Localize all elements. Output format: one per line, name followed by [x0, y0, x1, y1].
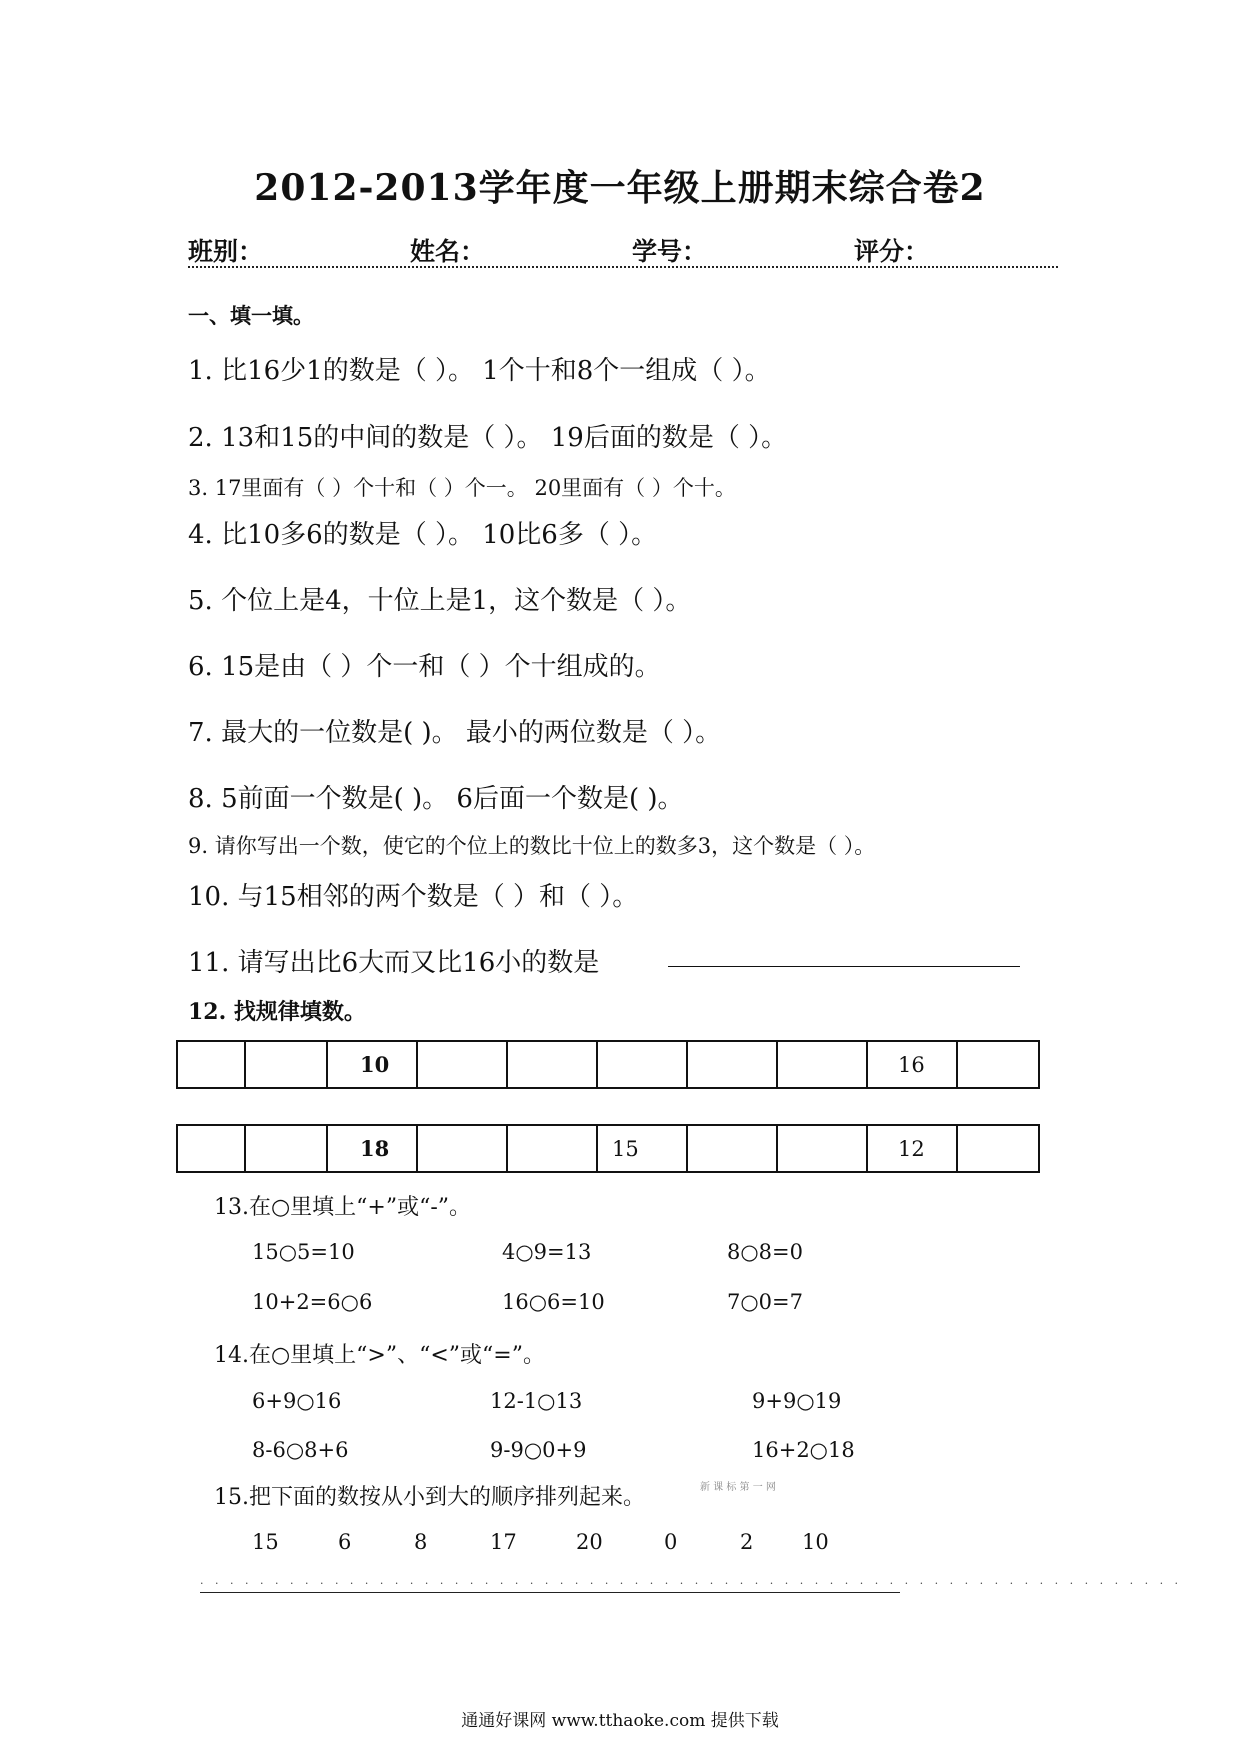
student-info-line — [188, 232, 1058, 268]
question-14-label: 14.在○里填上“>”、“<”或“=”。 — [214, 1343, 545, 1368]
number-item: 8 — [414, 1530, 428, 1554]
table-cell[interactable] — [177, 1125, 245, 1172]
question-13-label: 13.在○里填上“+”或“-”。 — [214, 1195, 472, 1220]
question-15-label: 15.把下面的数按从小到大的顺序排列起来。 — [214, 1485, 645, 1510]
number-item: 15 — [252, 1530, 279, 1554]
dotted-separator: . . . . . . . . . . . . . . . . . . . . . . . . . . . . . . . . . . . . . . . . . . . . . . . . . . . . . . . . . . . . . . . . . . — [200, 1582, 900, 1593]
question-10: 10. 与15相邻的两个数是（ ）和（ ）。 — [188, 882, 639, 912]
number-item: 10 — [802, 1530, 829, 1554]
table-cell[interactable] — [417, 1041, 507, 1088]
section-heading: 一、填一填。 — [188, 303, 314, 328]
table-cell[interactable] — [507, 1041, 597, 1088]
question-4: 4. 比10多6的数是（ ）。 10比6多（ ）。 — [188, 520, 658, 550]
number-item: 20 — [576, 1530, 603, 1554]
table-cell[interactable] — [177, 1041, 245, 1088]
student-number-label: 学号： — [632, 237, 708, 266]
question-9: 9. 请你写出一个数，使它的个位上的数比十位上的数多3，这个数是（ ）。 — [188, 834, 876, 858]
question-5: 5. 个位上是4，十位上是1，这个数是（ ）。 — [188, 586, 692, 616]
table-cell[interactable] — [777, 1041, 867, 1088]
question-8: 8. 5前面一个数是( )。 6后面一个数是( )。 — [188, 784, 684, 814]
pattern-table-2 — [176, 1124, 1040, 1173]
name-label: 姓名： — [410, 237, 486, 266]
page-title: 2012-2013学年度一年级上册期末综合卷2 — [254, 167, 986, 209]
expression: 8-6○8+6 — [252, 1438, 349, 1462]
footer-text: 通通好课网 www.tthaoke.com 提供下载 — [461, 1711, 779, 1731]
question-3: 3. 17里面有（ ）个十和（ ）个一。 20里面有（ ）个十。 — [188, 476, 736, 500]
table-cell[interactable] — [507, 1125, 597, 1172]
expression: 15○5=10 — [252, 1240, 355, 1264]
expression: 7○0=7 — [727, 1290, 804, 1314]
question-7: 7. 最大的一位数是( )。 最小的两位数是（ ）。 — [188, 718, 722, 748]
expression: 16+2○18 — [752, 1438, 855, 1462]
question-2: 2. 13和15的中间的数是（ ）。 19后面的数是（ ）。 — [188, 423, 788, 453]
score-label: 评分： — [854, 237, 930, 266]
expression: 4○9=13 — [502, 1240, 592, 1264]
table-cell[interactable] — [957, 1041, 1039, 1088]
table-cell[interactable] — [687, 1125, 777, 1172]
expression: 6+9○16 — [252, 1389, 342, 1413]
expression: 8○8=0 — [727, 1240, 804, 1264]
expression: 9-9○0+9 — [490, 1438, 587, 1462]
table-cell: 10 — [327, 1041, 417, 1088]
table-cell[interactable] — [597, 1041, 687, 1088]
number-item: 2 — [740, 1530, 754, 1554]
question-1: 1. 比16少1的数是（ ）。 1个十和8个一组成（ ）。 — [188, 356, 771, 386]
number-item: 17 — [490, 1530, 517, 1554]
table-cell[interactable] — [957, 1125, 1039, 1172]
question-6: 6. 15是由（ ）个一和（ ）个十组成的。 — [188, 652, 661, 682]
answer-line — [668, 966, 1020, 967]
pattern-table-1 — [176, 1040, 1040, 1089]
table-cell[interactable] — [417, 1125, 507, 1172]
expression: 16○6=10 — [502, 1290, 605, 1314]
number-item: 6 — [338, 1530, 352, 1554]
watermark-text: 新 课 标 第 一 网 — [700, 1482, 776, 1493]
expression: 10+2=6○6 — [252, 1290, 373, 1314]
expression: 9+9○19 — [752, 1389, 842, 1413]
table-cell[interactable] — [687, 1041, 777, 1088]
table-cell[interactable] — [245, 1125, 327, 1172]
question-12-label: 12. 找规律填数。 — [188, 999, 366, 1025]
expression: 12-1○13 — [490, 1389, 583, 1413]
table-cell: 16 — [867, 1041, 957, 1088]
table-cell[interactable] — [245, 1041, 327, 1088]
class-label: 班别： — [188, 237, 264, 266]
number-item: 0 — [664, 1530, 678, 1554]
question-11: 11. 请写出比6大而又比16小的数是 — [188, 948, 600, 978]
table-cell: 18 — [327, 1125, 417, 1172]
table-cell: 12 — [867, 1125, 957, 1172]
table-cell[interactable] — [777, 1125, 867, 1172]
table-cell: 15 — [597, 1125, 687, 1172]
